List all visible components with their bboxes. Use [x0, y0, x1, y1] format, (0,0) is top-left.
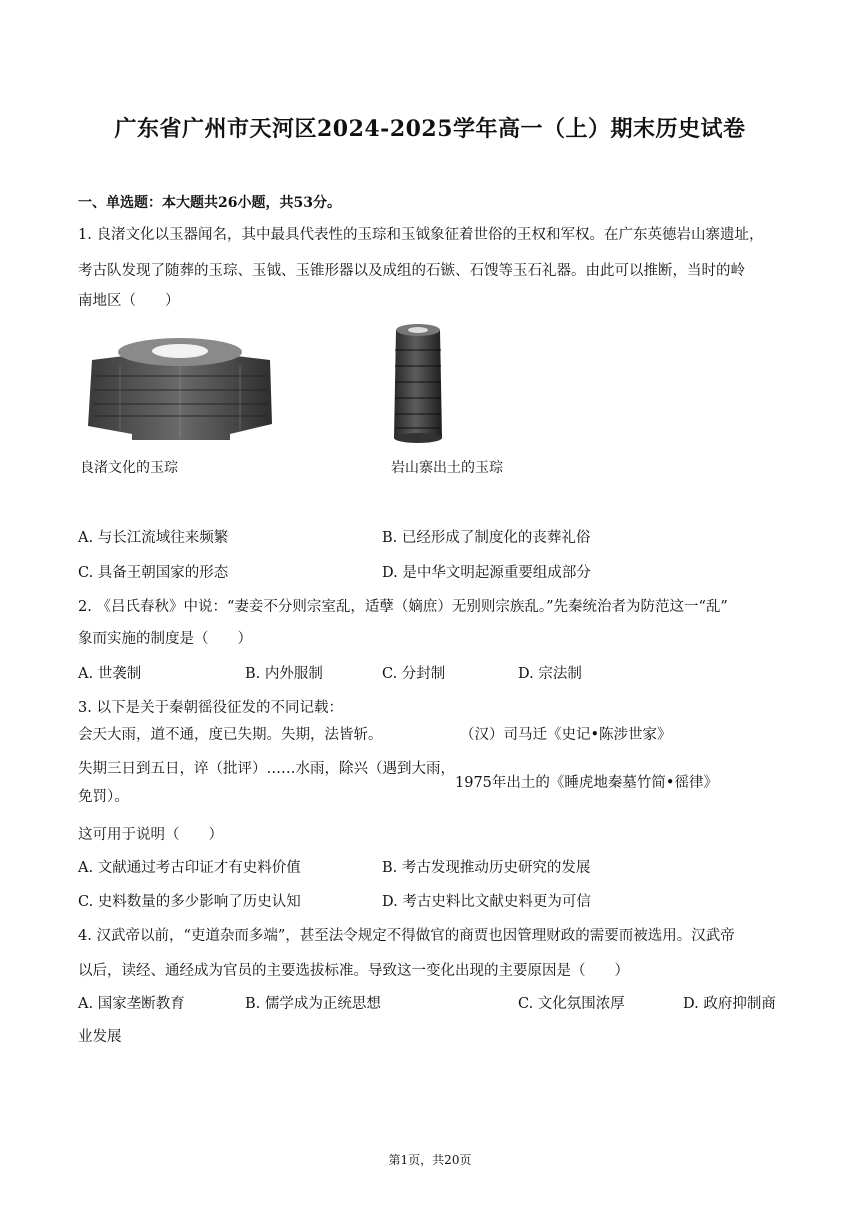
q3-stem-line1: 3. 以下是关于秦朝徭役征发的不同记载：: [78, 700, 343, 716]
q4-stem-line2: 以后，读经、通经成为官员的主要选拔标准。导致这一变化出现的主要原因是（ ）: [78, 963, 629, 979]
liangzhu-jade-cong-image: [80, 326, 280, 444]
q2-option-a[interactable]: A. 世袭制: [78, 666, 142, 682]
q4-option-c[interactable]: C. 文化氛围浓厚: [518, 996, 625, 1012]
q1-option-b[interactable]: B. 已经形成了制度化的丧葬礼俗: [382, 530, 591, 546]
section-header: 一、单选题：本大题共26小题，共53分。: [78, 195, 341, 211]
q3-record2-source: 1975年出土的《睡虎地秦墓竹简•徭律》: [455, 775, 718, 791]
q1-stem-line3: 南地区（ ）: [78, 293, 180, 309]
q3-option-c[interactable]: C. 史料数量的多少影响了历史认知: [78, 894, 301, 910]
q2-option-c[interactable]: C. 分封制: [382, 666, 446, 682]
q2-option-b[interactable]: B. 内外服制: [245, 666, 323, 682]
q1-stem-line1: 1. 良渚文化以玉器闻名，其中最具代表性的玉琮和玉钺象征着世俗的王权和军权。在广东英德岩山寨遗址，: [78, 227, 764, 243]
page-title: 广东省广州市天河区2024-2025学年高一（上）期末历史试卷: [114, 116, 746, 142]
q3-option-a[interactable]: A. 文献通过考古印证才有史料价值: [78, 860, 301, 876]
q1-stem-line2: 考古队发现了随葬的玉琮、玉钺、玉锥形器以及成组的石镞、石馊等玉石礼器。由此可以推断，当时的岭: [78, 263, 745, 279]
q1-option-d[interactable]: D. 是中华文明起源重要组成部分: [382, 565, 591, 581]
q2-option-d[interactable]: D. 宗法制: [518, 666, 582, 682]
q2-stem-line2: 象而实施的制度是（ ）: [78, 631, 252, 647]
q1-caption-right: 岩山寨出土的玉琮: [391, 460, 503, 476]
yanshanzhai-jade-cong-image: [388, 320, 448, 446]
q4-option-b[interactable]: B. 儒学成为正统思想: [245, 996, 381, 1012]
q1-option-c[interactable]: C. 具备王朝国家的形态: [78, 565, 229, 581]
q3-option-d[interactable]: D. 考古史料比文献史料更为可信: [382, 894, 591, 910]
q1-caption-left: 良渚文化的玉琮: [80, 460, 178, 476]
q3-stem-after: 这可用于说明（ ）: [78, 827, 223, 843]
q3-record2-text-a: 失期三日到五日，谇（批评）……水雨，除兴（遇到大雨，: [78, 761, 455, 777]
q4-option-d-continued[interactable]: 业发展: [78, 1029, 122, 1045]
q3-record2-text-b: 免罚）。: [78, 789, 129, 805]
q1-option-a[interactable]: A. 与长江流域往来频繁: [78, 530, 229, 546]
q3-option-b[interactable]: B. 考古发现推动历史研究的发展: [382, 860, 591, 876]
q3-record1-text: 会天大雨，道不通，度已失期。失期，法皆斩。: [78, 727, 383, 743]
q2-stem-line1: 2. 《吕氏春秋》中说：“妻妾不分则宗室乱，适孽（嫡庶）无别则宗族乱。”先秦统治者为防范这一“乱”: [78, 599, 728, 615]
page-footer: 第1页，共20页: [388, 1153, 472, 1167]
q3-record1-source: （汉）司马迁《史记•陈涉世家》: [460, 727, 672, 743]
q4-stem-line1: 4. 汉武帝以前，“吏道杂而多端”，甚至法令规定不得做官的商贾也因管理财政的需要而被选用。汉武帝: [78, 928, 735, 944]
q4-option-d[interactable]: D. 政府抑制商: [683, 996, 776, 1012]
q4-option-a[interactable]: A. 国家垄断教育: [78, 996, 185, 1012]
